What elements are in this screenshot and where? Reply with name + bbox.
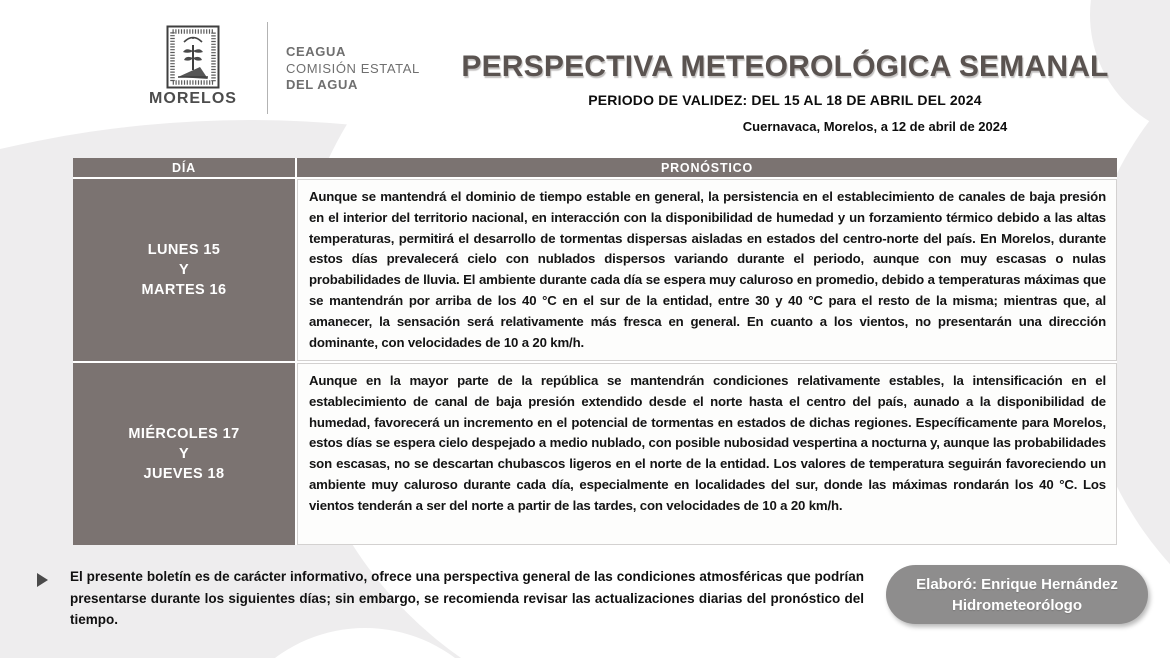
agency-block <box>286 44 420 94</box>
day-cell-row1 <box>73 179 295 361</box>
validity-period: PERIODO DE VALIDEZ: DEL 15 AL 18 DE ABRIL DEL 2024 <box>588 92 982 108</box>
agency-line1: COMISIÓN ESTATAL <box>286 60 420 76</box>
column-header-day: DÍA <box>73 158 295 177</box>
day-line: Y <box>178 446 190 462</box>
state-name: MORELOS <box>149 90 237 107</box>
page-title: PERSPECTIVA METEOROLÓGICA SEMANAL <box>461 50 1109 83</box>
forecast-cell-row1: Aunque se mantendrá el dominio de tiempo estable en general, la persistencia en el establecimiento de canales de baja presión en el interior del territorio nacional, en interacción con la disponibilidad de humedad y un forzamiento térmico debido a las altas temperaturas, permitirá el desarrollo de tormentas dispersas aisladas en estados del centro-norte del país. En Morelos, durante estos días prevalecerá cielo con nublados dispersos variando durante el periodo, aunque con muy escasas o nulas probabilidades de lluvia. El ambiente durante cada día se espera muy caluroso en promedio, debido a temperaturas máximas que se mantendrán por arriba de los 40 °C en el sur de la entidad, entre 30 y 40 °C para el resto de la misma; mientras que, al amanecer, la sensación será relativamente más fresca en general. En cuanto a los vientos, no presentarán una dirección dominante, con velocidades de 10 a 20 km/h. <box>297 179 1117 361</box>
day-line: LUNES 15 <box>147 242 221 258</box>
agency-line2: DEL AGUA <box>286 77 358 92</box>
disclaimer-text: El presente boletín es de carácter informativo, ofrece una perspectiva general de las condiciones atmosféricas que podrían presentarse durante los siguientes días; sin embargo, se recomienda revisar las actualizaciones diarias del pronóstico del tiempo. <box>70 569 864 627</box>
day-line: MIÉRCOLES 17 <box>128 426 240 442</box>
credit-badge <box>886 565 1148 624</box>
day-line: JUEVES 18 <box>143 466 225 482</box>
brand-divider <box>267 22 268 114</box>
morelos-crest-icon <box>166 25 220 89</box>
day-line: MARTES 16 <box>141 282 227 298</box>
dateline: Cuernavaca, Morelos, a 12 de abril de 2024 <box>742 119 1008 134</box>
column-header-forecast: PRONÓSTICO <box>297 158 1117 177</box>
day-line: Y <box>178 262 190 278</box>
agency-acronym: CEAGUA <box>286 44 346 59</box>
day-cell-row2 <box>73 363 295 545</box>
forecast-cell-row2: Aunque en la mayor parte de la república se mantendrán condiciones relativamente estables, la intensificación en el establecimiento de canal de baja presión extendido desde el norte hasta el centro del país, aunado a la disponibilidad de humedad, favorecerá un incremento en el potencial de tormentas en estados de dichas regiones. Específicamente para Morelos, estos días se espera cielo despejado a medio nublado, con posible nubosidad vespertina a nocturna y, aunque las probabilidades son escasas, no se descartan chubascos ligeros en el norte de la entidad. Los valores de temperatura seguirán favoreciendo un ambiente muy caluroso durante cada día, especialmente en localidades del sur, donde las máximas rondarán los 40 °C. Los vientos tenderán a ser del norte a partir de las tardes, con velocidades de 10 a 20 km/h. <box>297 363 1117 545</box>
credit-role: Hidrometeorólogo <box>952 596 1082 614</box>
credit-author: Elaboró: Enrique Hernández <box>916 575 1118 593</box>
bullet-triangle-icon <box>37 573 48 587</box>
forecast-table <box>73 158 1117 545</box>
